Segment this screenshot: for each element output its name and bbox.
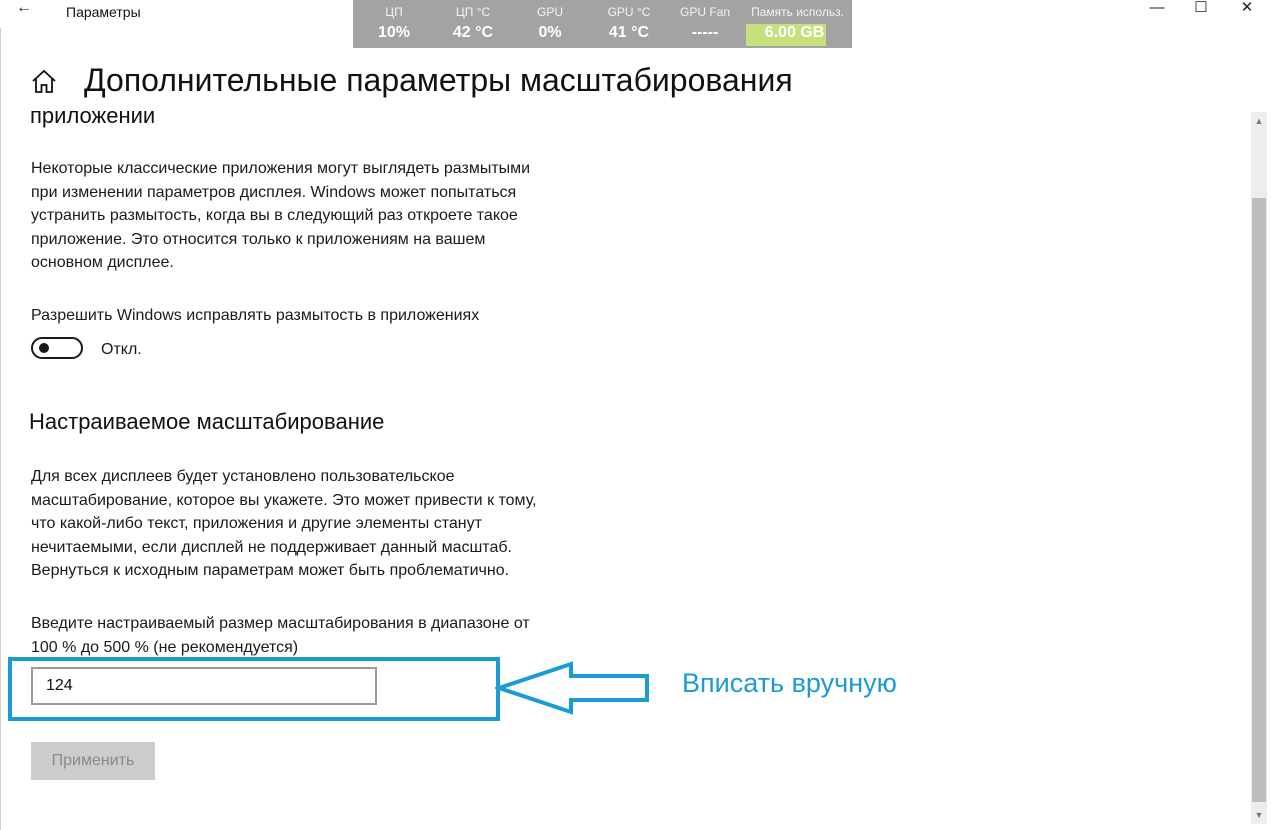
description-line: основном дисплее.	[31, 254, 174, 271]
scroll-down-arrow-icon[interactable]: ▼	[1254, 810, 1264, 820]
monitor-cpu-load	[353, 0, 435, 48]
custom-scaling-description	[31, 465, 591, 583]
window-left-border	[0, 28, 1, 830]
monitor-label: ЦП	[385, 5, 403, 19]
prompt-line: Введите настраиваемый размер масштабирования в диапазоне от	[31, 615, 530, 632]
monitor-value: 10%	[377, 24, 411, 41]
scaling-input-prompt	[31, 612, 591, 659]
monitor-label: GPU °С	[607, 5, 651, 19]
description-line: устранить размытость, когда вы в следующий раз откроете такое	[31, 207, 518, 224]
blur-fix-toggle-label: Разрешить Windows исправлять размытость в приложениях	[31, 307, 480, 324]
monitor-cpu-temp	[433, 0, 513, 48]
monitor-value: 0%	[538, 24, 562, 41]
toggle-state-text: Откл.	[101, 341, 142, 358]
hardware-monitor-overlay	[353, 0, 852, 48]
description-line: приложение. Это относится только к приложениям на вашем	[31, 230, 486, 248]
description-line: что какой-либо текст, приложения и другие элементы станут	[31, 515, 482, 532]
minimize-button[interactable]: —	[1149, 0, 1165, 16]
toggle-knob	[39, 343, 49, 353]
monitor-gpu-load	[510, 0, 590, 48]
monitor-label: GPU	[536, 5, 563, 19]
monitor-value: 6.00 GB	[764, 24, 825, 41]
annotation-highlight-box	[8, 657, 500, 721]
monitor-gpu-temp	[589, 0, 669, 48]
annotation-arrow	[495, 660, 655, 716]
monitor-value: 42 °C	[452, 24, 494, 41]
blur-fix-description	[31, 157, 591, 275]
prompt-line: 100 % до 500 % (не рекомендуется)	[31, 638, 299, 656]
close-button[interactable]: ✕	[1240, 0, 1254, 16]
monitor-gpu-fan	[665, 0, 745, 48]
monitor-label: GPU Fan	[679, 5, 730, 19]
back-button[interactable]: ←	[16, 0, 32, 16]
annotation-text: Вписать вручную	[682, 668, 897, 698]
monitor-value: 41 °C	[608, 24, 650, 41]
scrollbar-thumb[interactable]	[1252, 198, 1266, 802]
section-heading-partial: приложении	[30, 103, 156, 128]
scroll-up-arrow-icon[interactable]: ▲	[1254, 116, 1264, 126]
description-line: Вернуться к исходным параметрам может быть проблематично.	[31, 562, 510, 579]
monitor-memory-used	[743, 0, 852, 48]
page-title: Дополнительные параметры масштабирования	[84, 62, 793, 98]
monitor-label: Память использ.	[751, 5, 844, 19]
apply-button[interactable]: Применить	[31, 742, 155, 780]
description-line: Для всех дисплеев будет установлено пользовательское	[31, 468, 455, 485]
monitor-value: -----	[691, 24, 719, 41]
description-line: при изменении параметров дисплея. Windows может попытаться	[31, 183, 517, 201]
description-line: нечитаемыми, если дисплей не поддерживает данный масштаб.	[31, 538, 512, 556]
maximize-button[interactable]: ☐	[1194, 0, 1208, 16]
home-icon[interactable]	[30, 68, 58, 96]
vertical-scrollbar[interactable]	[1251, 112, 1267, 824]
monitor-label: ЦП °С	[455, 5, 491, 19]
custom-scaling-heading: Настраиваемое масштабирование	[29, 409, 385, 434]
app-title: Параметры	[66, 4, 141, 20]
description-line: Некоторые классические приложения могут выглядеть размытыми	[31, 160, 531, 177]
description-line: масштабирование, которое вы укажете. Это может привести к тому,	[31, 491, 537, 509]
blur-fix-toggle[interactable]	[31, 337, 83, 359]
